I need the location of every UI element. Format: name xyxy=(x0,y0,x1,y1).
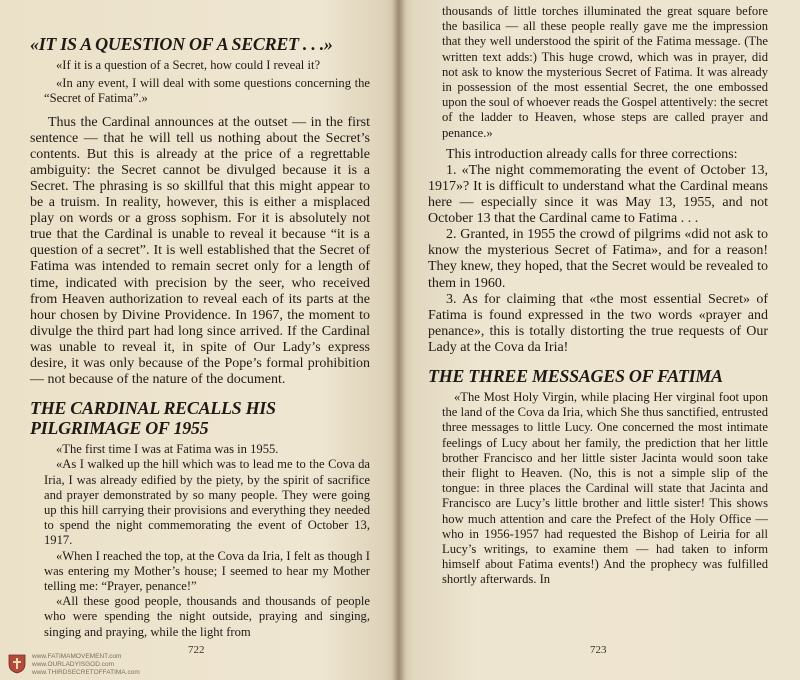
footer-url: www.THIRDSECRETOFFATIMA.com xyxy=(32,669,140,676)
body-paragraph: 3. As for claiming that «the most essential Secret» of Fatima is found expressed in the two words «prayer and penance», this is totally distorting the true requests of Our Lady at the Cova da Iria! xyxy=(428,291,768,355)
footer-url: www.FATIMAMOVEMENT.com xyxy=(32,653,122,660)
footer-url: www.OURLADYISGOD.com xyxy=(32,661,114,668)
page-number-left: 722 xyxy=(188,644,205,656)
quote-paragraph: «The first time I was at Fatima was in 1955. xyxy=(56,442,279,457)
quote-paragraph: «In any event, I will deal with some questions concerning the “Secret of Fatima”.» xyxy=(44,76,370,106)
body-paragraph: 1. «The night commemorating the event of October 13, 1917»? It is difficult to understand what the Cardinal means here — especially since it was May 13, 1955, and not October 13 that the Cardinal came to Fatima . . . xyxy=(428,162,768,227)
site-logo-icon xyxy=(8,654,26,674)
quote-paragraph: «If it is a question of a Secret, how could I reveal it? xyxy=(56,58,321,72)
page-number-right: 723 xyxy=(590,644,607,656)
body-paragraph: Thus the Cardinal announces at the outset — in the first sentence — that he will tell us nothing about the Secret’s contents. But this is already at the price of a regrettable ambiguity: the Secret cannot be divulged because it is a Secret. The phrasing is so skillful that this might appear to be a truism. In reality, however, this is either a misplaced play on words or a gross sophism. For it is absolutely not true that the Cardinal is unable to reveal it because “it is a question of a secret”. It is well established that the Secret of Fatima was intended to remain secret only for a length of time, indicated with precision by the seer, who received from Heaven authorization to reveal each of its parts at the hour chosen by Divine Providence. In 1967, the moment to divulge the third part had long since arrived. If the Cardinal was unable to reveal it, in spite of Our Lady’s express desire, it was only because of the Pope’s formal prohibition — not because of the nature of the document. xyxy=(30,114,370,388)
quote-paragraph: «The Most Holy Virgin, while placing Her virginal foot upon the land of the Cova da Iria, which She thus sanctified, entrusted three messages to little Lucy. One concerned the most intimate feelings of Lucy about her family, the prediction that her little brother Francisco and her little sister Jacinta would soon take their flight to Heaven. (No, this is not a simple slip of the tongue: in three places the Cardinal will state that Jacinta and Francisco are Lucy’s little brother and little sister! This shows how much attention and care the Prefect of the Holy Office — who in 1956-1957 had requested the Bishop of Leiria for all Lucy’s writings, to examine them — had taken to inform himself about Fatima events!) And the prophecy was fulfilled shortly afterwards. In xyxy=(442,390,768,587)
left-page xyxy=(0,0,398,680)
quote-paragraph: «All these good people, thousands and thousands of people who were spending the night outside, praying and singing, singing and praying, while the light from xyxy=(44,594,370,639)
body-paragraph: 2. Granted, in 1955 the crowd of pilgrims «did not ask to know the mysterious Secret of Fatima», and for a reason! They knew, they hoped, that the Secret would be revealed to them in 1960. xyxy=(428,227,768,291)
quote-paragraph: «When I reached the top, at the Cova da Iria, I felt as though I was entering my Mother’s house; I seemed to hear my Mother telling me: “Prayer, penance!” xyxy=(44,548,370,594)
section-heading-three-messages: THE THREE MESSAGES OF FATIMA xyxy=(428,366,723,387)
right-page xyxy=(398,0,800,680)
footer-urls xyxy=(32,653,140,677)
body-paragraph: This introduction already calls for three corrections: xyxy=(446,146,738,162)
book-gutter xyxy=(392,0,406,680)
right-page-text xyxy=(428,4,768,588)
left-page-text xyxy=(30,34,370,640)
section-heading-secret: «IT IS A QUESTION OF A SECRET . . .» xyxy=(30,34,333,54)
quote-continuation: thousands of little torches illuminated the great square before the basilica — all these people really gave me the impression that they well understood the spirit of the Fatima message. (The written text adds:) This huge crowd, which was in prayer, did not ask to know the mysterious Secret of Fatima. It was already in possession of the most essential Secret, the one embossed upon the soul of whoever reads the Gospel attentively: the secret of the ladder to Heaven, whose steps are called prayer and penance.» xyxy=(442,4,768,140)
section-heading-pilgrimage: THE CARDINAL RECALLS HIS PILGRIMAGE OF 1955 xyxy=(30,398,276,439)
quote-paragraph: «As I walked up the hill which was to lead me to the Cova da Iria, I was already edified by the piety, by the spirit of sacrifice and prayer demonstrated by so many people. They were going up this hill carrying their provisions and everything they needed to spend the night commemorating the event of October 13, 1917. xyxy=(44,457,370,548)
